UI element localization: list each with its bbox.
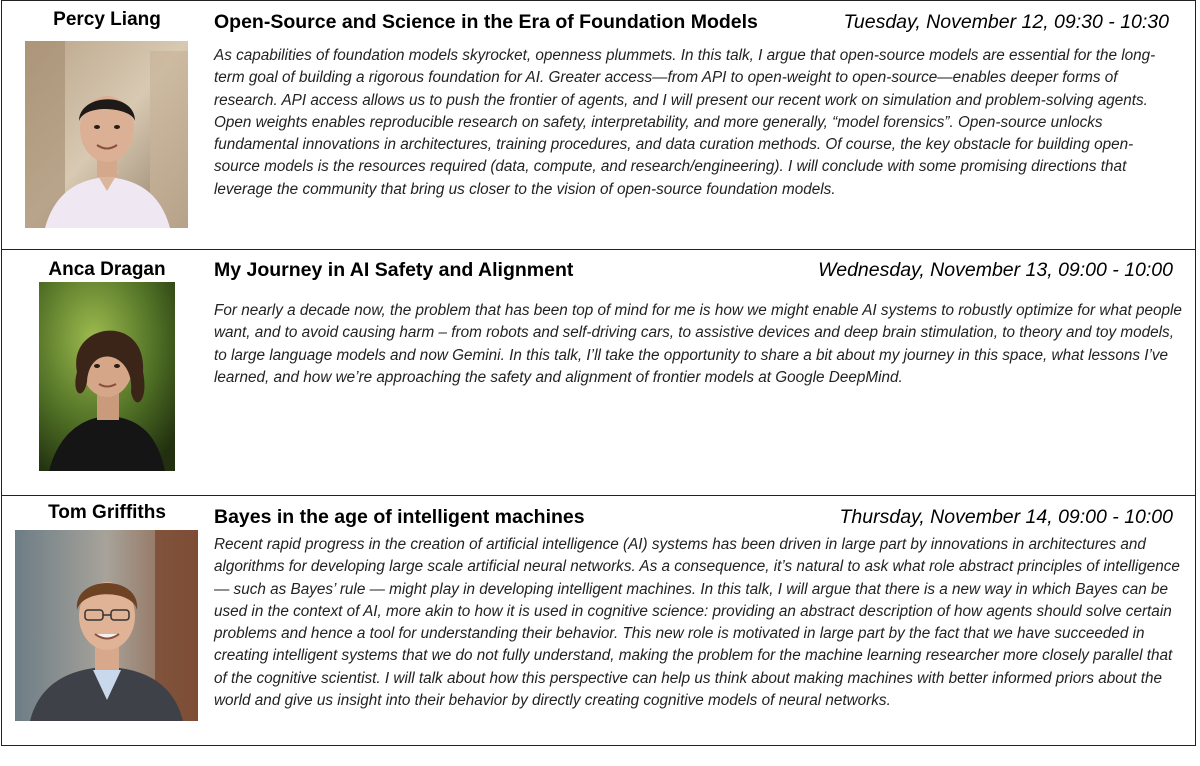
speaker-photo: [39, 282, 175, 471]
talk-abstract: For nearly a decade now, the problem that has been top of mind for me is how we might enable AI systems to robustly optimize for what people want, and to avoid causing harm – from robots and self-driving cars, to assistive devices and deep brain stimulation, to theory and toy models, to large language models and now Gemini. In this talk, I’ll take the opportunity to share a bit about my journey in this space, what lessons I’ve learned, and how we’re approaching the safety and alignment of frontier models at Google DeepMind.: [214, 302, 1182, 386]
talk-row: [1, 0, 1196, 250]
talk-row: [1, 496, 1196, 746]
speaker-name: Percy Liang: [53, 9, 161, 30]
speaker-photo: [15, 530, 198, 721]
speaker-photo: [25, 41, 188, 228]
speaker-name: Anca Dragan: [48, 259, 166, 280]
talk-title: My Journey in AI Safety and Alignment: [214, 259, 574, 281]
talk-datetime: Wednesday, November 13, 09:00 - 10:00: [818, 259, 1173, 281]
talk-abstract: As capabilities of foundation models skyrocket, openness plummets. In this talk, I argue that open-source models are essential for the long-term goal of building a rigorous foundation for AI. Greater access—from API to open-weight to open-source—enables deeper forms of research. API access allows us to push the frontier of agents, and I will present our recent work on simulation and problem-solving agents. Open weights enables reproducible research on safety, interpretability, and more generally, “model forensics”. Open-source unlocks fundamental innovations in architectures, training procedures, and data curation methods. Of course, the key obstacle for building open-source models is the resources required (data, compute, and research/engineering). I will conclude with some promising directions that leverage the community that bring us closer to the vision of open-source foundation models.: [214, 47, 1156, 198]
talk-title: Bayes in the age of intelligent machines: [214, 506, 585, 528]
talk-abstract: Recent rapid progress in the creation of artificial intelligence (AI) systems has been driven in large part by innovations in architectures and algorithms for developing large scale artificial neural networks. As a consequence, it’s natural to ask what role abstract principles of intelligence — such as Bayes’ rule — might play in developing intelligent machines. In this talk, I will argue that there is a new way in which Bayes can be used in the context of AI, more akin to how it is used in cognitive science: providing an abstract description of how agents should solve certain problems and hence a tool for understanding their behavior. This new role is motivated in large part by the fact that we have succeeded in creating intelligent systems that we do not fully understand, making the problem for the machine learning researcher more closely parallel that of the cognitive scientist. I will talk about how this perspective can help us think about making machines with better informed priors about the world and give us insight into their behavior by directly creating cognitive models of neural networks.: [214, 536, 1180, 710]
talk-datetime: Tuesday, November 12, 09:30 - 10:30: [843, 11, 1169, 33]
speaker-name: Tom Griffiths: [48, 502, 166, 523]
talk-title: Open-Source and Science in the Era of Foundation Models: [214, 11, 758, 33]
talk-datetime: Thursday, November 14, 09:00 - 10:00: [839, 506, 1173, 528]
talk-row: [1, 250, 1196, 496]
